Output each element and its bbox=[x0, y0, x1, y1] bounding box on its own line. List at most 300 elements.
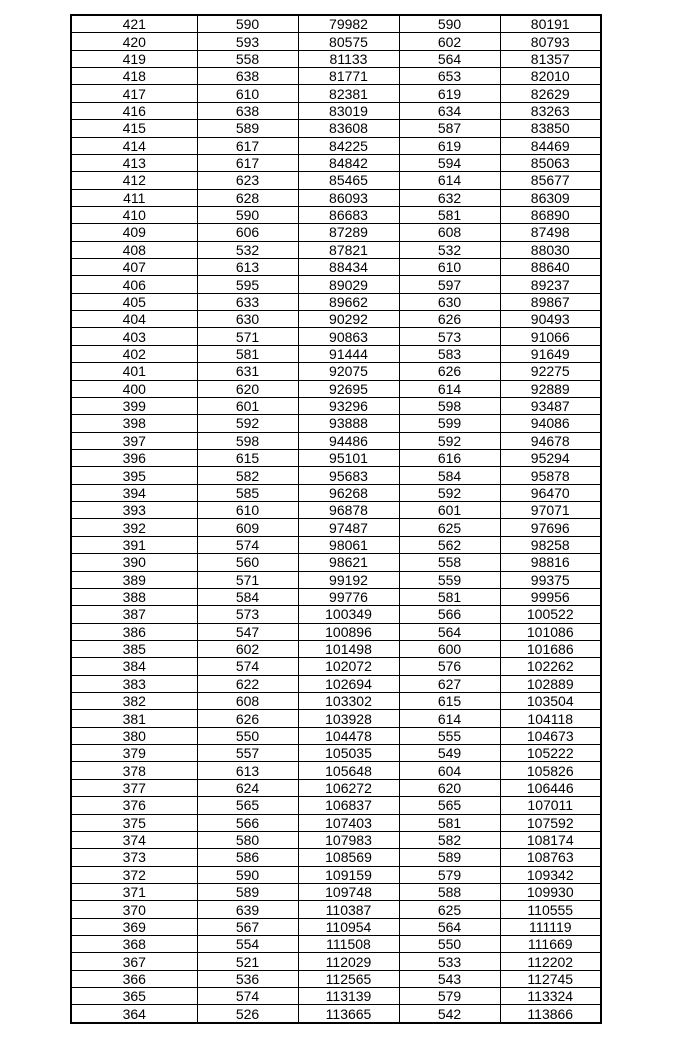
score-cell: 407 bbox=[71, 259, 197, 276]
count-cell-b: 564 bbox=[399, 918, 500, 935]
cumulative-cell-a: 99192 bbox=[298, 571, 399, 588]
score-cell: 411 bbox=[71, 189, 197, 206]
cumulative-cell-b: 80793 bbox=[500, 33, 601, 50]
count-cell-a: 638 bbox=[197, 68, 298, 85]
table-row bbox=[71, 814, 601, 831]
table-row bbox=[71, 449, 601, 466]
count-cell-b: 532 bbox=[399, 241, 500, 258]
count-cell-b: 587 bbox=[399, 120, 500, 137]
table-row bbox=[71, 883, 601, 900]
cumulative-cell-a: 108569 bbox=[298, 849, 399, 866]
cumulative-cell-b: 108763 bbox=[500, 849, 601, 866]
score-cell: 364 bbox=[71, 1005, 197, 1023]
count-cell-b: 592 bbox=[399, 484, 500, 501]
count-cell-b: 592 bbox=[399, 432, 500, 449]
count-cell-b: 583 bbox=[399, 345, 500, 362]
table-row bbox=[71, 85, 601, 102]
score-cell: 379 bbox=[71, 745, 197, 762]
cumulative-cell-a: 99776 bbox=[298, 588, 399, 605]
count-cell-b: 588 bbox=[399, 883, 500, 900]
cumulative-cell-a: 107983 bbox=[298, 831, 399, 848]
count-cell-b: 610 bbox=[399, 259, 500, 276]
cumulative-cell-a: 90292 bbox=[298, 311, 399, 328]
cumulative-cell-b: 89237 bbox=[500, 276, 601, 293]
count-cell-a: 584 bbox=[197, 588, 298, 605]
cumulative-cell-a: 110387 bbox=[298, 901, 399, 918]
count-cell-a: 565 bbox=[197, 797, 298, 814]
cumulative-cell-a: 98621 bbox=[298, 554, 399, 571]
count-cell-a: 526 bbox=[197, 1005, 298, 1023]
count-cell-a: 589 bbox=[197, 883, 298, 900]
score-cell: 418 bbox=[71, 68, 197, 85]
table-row bbox=[71, 623, 601, 640]
count-cell-b: 627 bbox=[399, 675, 500, 692]
cumulative-cell-b: 98258 bbox=[500, 536, 601, 553]
score-cell: 403 bbox=[71, 328, 197, 345]
count-cell-a: 590 bbox=[197, 866, 298, 883]
score-cell: 375 bbox=[71, 814, 197, 831]
count-cell-b: 555 bbox=[399, 727, 500, 744]
table-row bbox=[71, 432, 601, 449]
count-cell-b: 584 bbox=[399, 467, 500, 484]
cumulative-cell-a: 96878 bbox=[298, 502, 399, 519]
cumulative-cell-b: 92275 bbox=[500, 363, 601, 380]
table-row bbox=[71, 762, 601, 779]
cumulative-cell-b: 88640 bbox=[500, 259, 601, 276]
score-cell: 417 bbox=[71, 85, 197, 102]
table-row bbox=[71, 640, 601, 657]
score-cell: 368 bbox=[71, 936, 197, 953]
count-cell-a: 581 bbox=[197, 345, 298, 362]
table-body bbox=[71, 15, 601, 1023]
table-row bbox=[71, 988, 601, 1005]
score-cell: 389 bbox=[71, 571, 197, 588]
table-row bbox=[71, 380, 601, 397]
score-cell: 369 bbox=[71, 918, 197, 935]
score-cell: 416 bbox=[71, 102, 197, 119]
cumulative-cell-b: 108174 bbox=[500, 831, 601, 848]
cumulative-cell-b: 95294 bbox=[500, 449, 601, 466]
cumulative-cell-b: 83263 bbox=[500, 102, 601, 119]
score-cell: 367 bbox=[71, 953, 197, 970]
count-cell-a: 598 bbox=[197, 432, 298, 449]
cumulative-cell-b: 81357 bbox=[500, 50, 601, 67]
cumulative-cell-b: 112202 bbox=[500, 953, 601, 970]
cumulative-cell-b: 90493 bbox=[500, 311, 601, 328]
count-cell-b: 615 bbox=[399, 693, 500, 710]
cumulative-cell-a: 92695 bbox=[298, 380, 399, 397]
cumulative-cell-a: 95683 bbox=[298, 467, 399, 484]
table-row bbox=[71, 745, 601, 762]
count-cell-a: 609 bbox=[197, 519, 298, 536]
count-cell-b: 562 bbox=[399, 536, 500, 553]
count-cell-a: 582 bbox=[197, 467, 298, 484]
score-cell: 421 bbox=[71, 15, 197, 33]
cumulative-cell-b: 97696 bbox=[500, 519, 601, 536]
cumulative-cell-a: 113139 bbox=[298, 988, 399, 1005]
count-cell-b: 614 bbox=[399, 380, 500, 397]
table-row bbox=[71, 606, 601, 623]
count-cell-a: 550 bbox=[197, 727, 298, 744]
cumulative-cell-b: 113324 bbox=[500, 988, 601, 1005]
table-row bbox=[71, 311, 601, 328]
count-cell-a: 589 bbox=[197, 120, 298, 137]
cumulative-cell-b: 94086 bbox=[500, 415, 601, 432]
count-cell-b: 559 bbox=[399, 571, 500, 588]
cumulative-cell-b: 99956 bbox=[500, 588, 601, 605]
cumulative-cell-b: 104118 bbox=[500, 710, 601, 727]
count-cell-b: 598 bbox=[399, 397, 500, 414]
score-table bbox=[70, 14, 602, 1024]
score-cell: 395 bbox=[71, 467, 197, 484]
cumulative-cell-b: 109342 bbox=[500, 866, 601, 883]
cumulative-cell-a: 107403 bbox=[298, 814, 399, 831]
count-cell-a: 592 bbox=[197, 415, 298, 432]
count-cell-b: 565 bbox=[399, 797, 500, 814]
count-cell-a: 623 bbox=[197, 172, 298, 189]
score-cell: 396 bbox=[71, 449, 197, 466]
count-cell-a: 557 bbox=[197, 745, 298, 762]
table-row bbox=[71, 397, 601, 414]
cumulative-cell-b: 105826 bbox=[500, 762, 601, 779]
count-cell-a: 560 bbox=[197, 554, 298, 571]
cumulative-cell-a: 103302 bbox=[298, 693, 399, 710]
score-cell: 419 bbox=[71, 50, 197, 67]
cumulative-cell-a: 80575 bbox=[298, 33, 399, 50]
count-cell-b: 600 bbox=[399, 640, 500, 657]
count-cell-a: 602 bbox=[197, 640, 298, 657]
cumulative-cell-b: 89867 bbox=[500, 293, 601, 310]
count-cell-b: 604 bbox=[399, 762, 500, 779]
score-cell: 394 bbox=[71, 484, 197, 501]
table-row bbox=[71, 241, 601, 258]
cumulative-cell-a: 102072 bbox=[298, 658, 399, 675]
count-cell-b: 619 bbox=[399, 85, 500, 102]
table-row bbox=[71, 849, 601, 866]
cumulative-cell-b: 112745 bbox=[500, 970, 601, 987]
cumulative-cell-a: 91444 bbox=[298, 345, 399, 362]
cumulative-cell-b: 88030 bbox=[500, 241, 601, 258]
table-row bbox=[71, 33, 601, 50]
cumulative-cell-a: 92075 bbox=[298, 363, 399, 380]
cumulative-cell-b: 86890 bbox=[500, 206, 601, 223]
count-cell-b: 550 bbox=[399, 936, 500, 953]
score-cell: 408 bbox=[71, 241, 197, 258]
table-row bbox=[71, 484, 601, 501]
cumulative-cell-b: 101686 bbox=[500, 640, 601, 657]
cumulative-cell-b: 99375 bbox=[500, 571, 601, 588]
count-cell-a: 610 bbox=[197, 85, 298, 102]
cumulative-cell-a: 100896 bbox=[298, 623, 399, 640]
cumulative-cell-b: 85677 bbox=[500, 172, 601, 189]
count-cell-a: 606 bbox=[197, 224, 298, 241]
count-cell-a: 620 bbox=[197, 380, 298, 397]
score-cell: 388 bbox=[71, 588, 197, 605]
score-cell: 404 bbox=[71, 311, 197, 328]
count-cell-b: 601 bbox=[399, 502, 500, 519]
count-cell-a: 554 bbox=[197, 936, 298, 953]
count-cell-b: 653 bbox=[399, 68, 500, 85]
score-cell: 386 bbox=[71, 623, 197, 640]
count-cell-a: 601 bbox=[197, 397, 298, 414]
cumulative-cell-b: 102889 bbox=[500, 675, 601, 692]
cumulative-cell-b: 107592 bbox=[500, 814, 601, 831]
score-cell: 414 bbox=[71, 137, 197, 154]
count-cell-a: 521 bbox=[197, 953, 298, 970]
cumulative-cell-b: 87498 bbox=[500, 224, 601, 241]
count-cell-a: 571 bbox=[197, 571, 298, 588]
count-cell-b: 619 bbox=[399, 137, 500, 154]
table-row bbox=[71, 866, 601, 883]
cumulative-cell-a: 105035 bbox=[298, 745, 399, 762]
score-cell: 406 bbox=[71, 276, 197, 293]
count-cell-b: 542 bbox=[399, 1005, 500, 1023]
score-cell: 398 bbox=[71, 415, 197, 432]
count-cell-b: 576 bbox=[399, 658, 500, 675]
table-row bbox=[71, 189, 601, 206]
count-cell-b: 533 bbox=[399, 953, 500, 970]
table-row bbox=[71, 658, 601, 675]
table-row bbox=[71, 571, 601, 588]
count-cell-b: 589 bbox=[399, 849, 500, 866]
score-cell: 400 bbox=[71, 380, 197, 397]
table-row bbox=[71, 588, 601, 605]
score-cell: 410 bbox=[71, 206, 197, 223]
cumulative-cell-b: 104673 bbox=[500, 727, 601, 744]
cumulative-cell-a: 104478 bbox=[298, 727, 399, 744]
cumulative-cell-a: 88434 bbox=[298, 259, 399, 276]
count-cell-b: 614 bbox=[399, 172, 500, 189]
cumulative-cell-a: 98061 bbox=[298, 536, 399, 553]
cumulative-cell-b: 107011 bbox=[500, 797, 601, 814]
table-row bbox=[71, 206, 601, 223]
count-cell-a: 615 bbox=[197, 449, 298, 466]
count-cell-b: 543 bbox=[399, 970, 500, 987]
count-cell-b: 581 bbox=[399, 206, 500, 223]
cumulative-cell-a: 112565 bbox=[298, 970, 399, 987]
score-cell: 385 bbox=[71, 640, 197, 657]
count-cell-b: 581 bbox=[399, 814, 500, 831]
count-cell-a: 631 bbox=[197, 363, 298, 380]
cumulative-cell-b: 98816 bbox=[500, 554, 601, 571]
table-row bbox=[71, 137, 601, 154]
table-row bbox=[71, 68, 601, 85]
count-cell-a: 608 bbox=[197, 693, 298, 710]
cumulative-cell-b: 84469 bbox=[500, 137, 601, 154]
score-cell: 391 bbox=[71, 536, 197, 553]
count-cell-b: 599 bbox=[399, 415, 500, 432]
count-cell-b: 564 bbox=[399, 50, 500, 67]
score-cell: 370 bbox=[71, 901, 197, 918]
score-cell: 378 bbox=[71, 762, 197, 779]
cumulative-cell-b: 111669 bbox=[500, 936, 601, 953]
score-cell: 387 bbox=[71, 606, 197, 623]
count-cell-b: 630 bbox=[399, 293, 500, 310]
cumulative-cell-b: 86309 bbox=[500, 189, 601, 206]
cumulative-cell-b: 105222 bbox=[500, 745, 601, 762]
cumulative-cell-a: 83019 bbox=[298, 102, 399, 119]
cumulative-cell-a: 95101 bbox=[298, 449, 399, 466]
cumulative-cell-b: 111119 bbox=[500, 918, 601, 935]
count-cell-a: 574 bbox=[197, 988, 298, 1005]
count-cell-a: 630 bbox=[197, 311, 298, 328]
cumulative-cell-a: 102694 bbox=[298, 675, 399, 692]
count-cell-a: 571 bbox=[197, 328, 298, 345]
count-cell-b: 573 bbox=[399, 328, 500, 345]
count-cell-b: 582 bbox=[399, 831, 500, 848]
count-cell-b: 579 bbox=[399, 988, 500, 1005]
count-cell-b: 626 bbox=[399, 363, 500, 380]
count-cell-b: 625 bbox=[399, 519, 500, 536]
table-row bbox=[71, 363, 601, 380]
cumulative-cell-a: 100349 bbox=[298, 606, 399, 623]
cumulative-cell-b: 82010 bbox=[500, 68, 601, 85]
score-cell: 380 bbox=[71, 727, 197, 744]
cumulative-cell-a: 87821 bbox=[298, 241, 399, 258]
score-cell: 415 bbox=[71, 120, 197, 137]
cumulative-cell-a: 90863 bbox=[298, 328, 399, 345]
cumulative-cell-b: 97071 bbox=[500, 502, 601, 519]
score-cell: 390 bbox=[71, 554, 197, 571]
count-cell-b: 614 bbox=[399, 710, 500, 727]
count-cell-a: 622 bbox=[197, 675, 298, 692]
cumulative-cell-a: 89662 bbox=[298, 293, 399, 310]
cumulative-cell-b: 83850 bbox=[500, 120, 601, 137]
cumulative-cell-a: 84225 bbox=[298, 137, 399, 154]
table-row bbox=[71, 328, 601, 345]
cumulative-cell-a: 86683 bbox=[298, 206, 399, 223]
table-row bbox=[71, 345, 601, 362]
cumulative-cell-b: 109930 bbox=[500, 883, 601, 900]
score-cell: 401 bbox=[71, 363, 197, 380]
count-cell-a: 574 bbox=[197, 658, 298, 675]
count-cell-b: 602 bbox=[399, 33, 500, 50]
count-cell-a: 628 bbox=[197, 189, 298, 206]
cumulative-cell-a: 81771 bbox=[298, 68, 399, 85]
count-cell-b: 579 bbox=[399, 866, 500, 883]
cumulative-cell-b: 106446 bbox=[500, 779, 601, 796]
table-row bbox=[71, 102, 601, 119]
count-cell-b: 625 bbox=[399, 901, 500, 918]
count-cell-a: 633 bbox=[197, 293, 298, 310]
count-cell-a: 567 bbox=[197, 918, 298, 935]
table-row bbox=[71, 918, 601, 935]
table-row bbox=[71, 15, 601, 33]
cumulative-cell-a: 106272 bbox=[298, 779, 399, 796]
count-cell-b: 564 bbox=[399, 623, 500, 640]
cumulative-cell-a: 110954 bbox=[298, 918, 399, 935]
count-cell-a: 532 bbox=[197, 241, 298, 258]
count-cell-b: 608 bbox=[399, 224, 500, 241]
table-row bbox=[71, 675, 601, 692]
score-cell: 413 bbox=[71, 154, 197, 171]
score-cell: 384 bbox=[71, 658, 197, 675]
count-cell-b: 620 bbox=[399, 779, 500, 796]
score-cell: 405 bbox=[71, 293, 197, 310]
cumulative-cell-b: 113866 bbox=[500, 1005, 601, 1023]
table-row bbox=[71, 415, 601, 432]
cumulative-cell-b: 110555 bbox=[500, 901, 601, 918]
count-cell-a: 639 bbox=[197, 901, 298, 918]
table-row bbox=[71, 1005, 601, 1023]
cumulative-cell-a: 87289 bbox=[298, 224, 399, 241]
cumulative-cell-a: 113665 bbox=[298, 1005, 399, 1023]
cumulative-cell-a: 111508 bbox=[298, 936, 399, 953]
table-row bbox=[71, 554, 601, 571]
count-cell-a: 593 bbox=[197, 33, 298, 50]
count-cell-b: 558 bbox=[399, 554, 500, 571]
score-cell: 366 bbox=[71, 970, 197, 987]
cumulative-cell-a: 112029 bbox=[298, 953, 399, 970]
count-cell-a: 574 bbox=[197, 536, 298, 553]
cumulative-cell-b: 103504 bbox=[500, 693, 601, 710]
count-cell-a: 547 bbox=[197, 623, 298, 640]
cumulative-cell-a: 96268 bbox=[298, 484, 399, 501]
cumulative-cell-b: 96470 bbox=[500, 484, 601, 501]
count-cell-a: 590 bbox=[197, 15, 298, 33]
score-cell: 420 bbox=[71, 33, 197, 50]
score-cell: 392 bbox=[71, 519, 197, 536]
cumulative-cell-a: 81133 bbox=[298, 50, 399, 67]
count-cell-a: 613 bbox=[197, 259, 298, 276]
table-row bbox=[71, 259, 601, 276]
count-cell-a: 610 bbox=[197, 502, 298, 519]
score-cell: 393 bbox=[71, 502, 197, 519]
table-row bbox=[71, 120, 601, 137]
count-cell-b: 594 bbox=[399, 154, 500, 171]
cumulative-cell-a: 86093 bbox=[298, 189, 399, 206]
score-cell: 397 bbox=[71, 432, 197, 449]
count-cell-b: 626 bbox=[399, 311, 500, 328]
table-row bbox=[71, 693, 601, 710]
cumulative-cell-b: 82629 bbox=[500, 85, 601, 102]
count-cell-b: 549 bbox=[399, 745, 500, 762]
count-cell-a: 585 bbox=[197, 484, 298, 501]
table-row bbox=[71, 519, 601, 536]
table-row bbox=[71, 224, 601, 241]
score-cell: 377 bbox=[71, 779, 197, 796]
score-cell: 382 bbox=[71, 693, 197, 710]
count-cell-b: 590 bbox=[399, 15, 500, 33]
count-cell-a: 624 bbox=[197, 779, 298, 796]
count-cell-b: 634 bbox=[399, 102, 500, 119]
score-cell: 402 bbox=[71, 345, 197, 362]
count-cell-b: 581 bbox=[399, 588, 500, 605]
cumulative-cell-a: 106837 bbox=[298, 797, 399, 814]
score-cell: 372 bbox=[71, 866, 197, 883]
table-row bbox=[71, 831, 601, 848]
count-cell-a: 617 bbox=[197, 137, 298, 154]
cumulative-cell-b: 91066 bbox=[500, 328, 601, 345]
cumulative-cell-a: 93296 bbox=[298, 397, 399, 414]
count-cell-a: 617 bbox=[197, 154, 298, 171]
cumulative-cell-a: 97487 bbox=[298, 519, 399, 536]
table-row bbox=[71, 467, 601, 484]
cumulative-cell-b: 80191 bbox=[500, 15, 601, 33]
score-cell: 399 bbox=[71, 397, 197, 414]
score-cell: 381 bbox=[71, 710, 197, 727]
count-cell-b: 566 bbox=[399, 606, 500, 623]
table-row bbox=[71, 50, 601, 67]
count-cell-a: 590 bbox=[197, 206, 298, 223]
table-row bbox=[71, 536, 601, 553]
count-cell-a: 613 bbox=[197, 762, 298, 779]
score-cell: 412 bbox=[71, 172, 197, 189]
cumulative-cell-a: 105648 bbox=[298, 762, 399, 779]
score-cell: 371 bbox=[71, 883, 197, 900]
cumulative-cell-a: 94486 bbox=[298, 432, 399, 449]
count-cell-a: 566 bbox=[197, 814, 298, 831]
